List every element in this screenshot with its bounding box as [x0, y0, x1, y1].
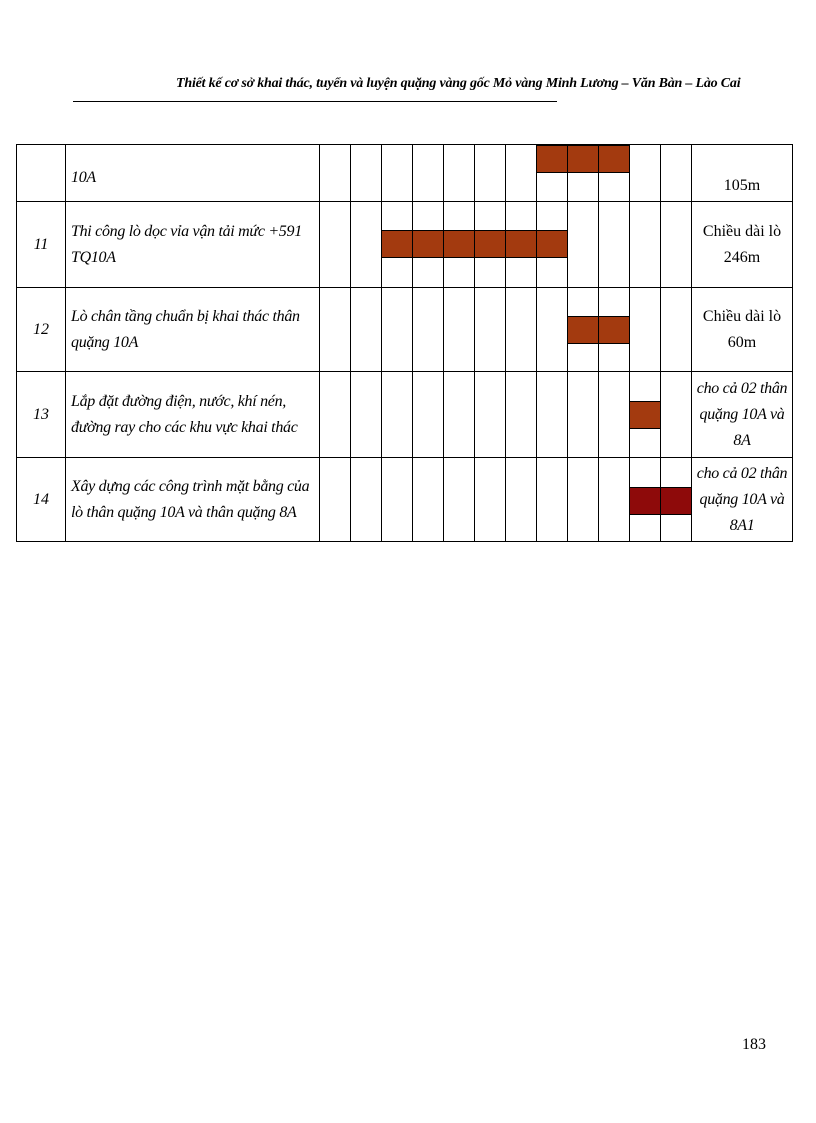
month-cell-10	[599, 458, 630, 542]
task-description	[66, 145, 320, 202]
month-cell-3	[382, 372, 413, 458]
task-text: Thi công lò dọc vỉa vận tải mức +591 TQ10A	[71, 222, 302, 266]
item-number: 13	[17, 372, 66, 458]
month-cell-3	[382, 202, 413, 288]
month-cell-4	[413, 372, 444, 458]
month-cell-11	[630, 288, 661, 372]
month-cell-4	[413, 288, 444, 372]
month-cell-1	[320, 372, 351, 458]
month-cell-2	[351, 145, 382, 202]
month-cell-6	[475, 202, 506, 288]
month-cell-5	[444, 458, 475, 542]
month-cell-2	[351, 202, 382, 288]
month-cell-12	[661, 145, 692, 202]
month-cell-5	[444, 202, 475, 288]
month-cell-1	[320, 202, 351, 288]
schedule-bar	[413, 230, 443, 258]
month-cell-8	[537, 288, 568, 372]
month-cell-10	[599, 288, 630, 372]
month-cell-5	[444, 372, 475, 458]
schedule-bar	[537, 230, 567, 258]
task-text: Lò chân tầng chuẩn bị khai thác thân quặng 10A	[71, 307, 300, 351]
task-text: Xây dựng các công trình mặt bằng của lò thân quặng 10A và thân quặng 8A	[71, 477, 310, 521]
month-cell-12	[661, 372, 692, 458]
table-row	[17, 288, 793, 372]
month-cell-11	[630, 458, 661, 542]
month-cell-9	[568, 288, 599, 372]
month-cell-10	[599, 145, 630, 202]
month-cell-8	[537, 145, 568, 202]
task-text: 10A	[71, 169, 96, 186]
schedule-bar	[599, 145, 629, 173]
note-cell: Chiều dài lò 60m	[692, 288, 793, 372]
document-title: Thiết kế cơ sở khai thác, tuyển và luyện quặng vàng gốc Mỏ vàng Minh Lương – Văn Bàn – Lào Cai	[176, 76, 741, 91]
item-number: 11	[17, 202, 66, 288]
month-cell-3	[382, 145, 413, 202]
month-cell-7	[506, 202, 537, 288]
month-cell-9	[568, 372, 599, 458]
month-cell-4	[413, 202, 444, 288]
schedule-bar	[661, 487, 691, 515]
item-number: 14	[17, 458, 66, 542]
month-cell-9	[568, 458, 599, 542]
note-cell: cho cả 02 thân quặng 10A và 8A1	[692, 458, 793, 542]
month-cell-3	[382, 288, 413, 372]
month-cell-7	[506, 145, 537, 202]
month-cell-8	[537, 458, 568, 542]
note-text: 105m	[723, 177, 761, 194]
note-cell	[692, 145, 793, 202]
month-cell-12	[661, 288, 692, 372]
task-description	[66, 202, 320, 288]
month-cell-7	[506, 288, 537, 372]
note-cell: Chiều dài lò 246m	[692, 202, 793, 288]
task-description	[66, 458, 320, 542]
month-cell-7	[506, 458, 537, 542]
month-cell-6	[475, 145, 506, 202]
month-cell-5	[444, 288, 475, 372]
note-cell: cho cả 02 thân quặng 10A và 8A	[692, 372, 793, 458]
schedule-bar	[382, 230, 412, 258]
month-cell-6	[475, 372, 506, 458]
month-cell-4	[413, 458, 444, 542]
schedule-bar	[537, 145, 567, 173]
month-cell-10	[599, 202, 630, 288]
month-cell-8	[537, 202, 568, 288]
month-cell-11	[630, 372, 661, 458]
month-cell-12	[661, 458, 692, 542]
table-row	[17, 458, 793, 542]
month-cell-2	[351, 372, 382, 458]
table-row	[17, 202, 793, 288]
month-cell-11	[630, 145, 661, 202]
month-cell-3	[382, 458, 413, 542]
month-cell-6	[475, 288, 506, 372]
task-description	[66, 372, 320, 458]
schedule-bar	[568, 145, 598, 173]
month-cell-6	[475, 458, 506, 542]
schedule-bar	[599, 316, 629, 344]
month-cell-2	[351, 458, 382, 542]
construction-schedule-table	[16, 144, 793, 542]
month-cell-1	[320, 458, 351, 542]
month-cell-7	[506, 372, 537, 458]
page-number: 183	[742, 1036, 766, 1053]
table-row	[17, 372, 793, 458]
schedule-bar	[475, 230, 505, 258]
schedule-bar	[568, 316, 598, 344]
item-number: 12	[17, 288, 66, 372]
table-row	[17, 145, 793, 202]
schedule-bar	[630, 401, 660, 429]
month-cell-10	[599, 372, 630, 458]
schedule-bar	[444, 230, 474, 258]
page-header	[0, 76, 816, 106]
month-cell-5	[444, 145, 475, 202]
month-cell-4	[413, 145, 444, 202]
item-number	[17, 145, 66, 202]
task-description	[66, 288, 320, 372]
header-underline	[73, 101, 557, 102]
month-cell-9	[568, 145, 599, 202]
month-cell-12	[661, 202, 692, 288]
task-text: Lắp đặt đường điện, nước, khí nén, đường ray cho các khu vực khai thác	[71, 392, 298, 436]
month-cell-8	[537, 372, 568, 458]
month-cell-11	[630, 202, 661, 288]
month-cell-1	[320, 288, 351, 372]
schedule-bar	[506, 230, 536, 258]
month-cell-1	[320, 145, 351, 202]
month-cell-9	[568, 202, 599, 288]
month-cell-2	[351, 288, 382, 372]
schedule-bar	[630, 487, 660, 515]
